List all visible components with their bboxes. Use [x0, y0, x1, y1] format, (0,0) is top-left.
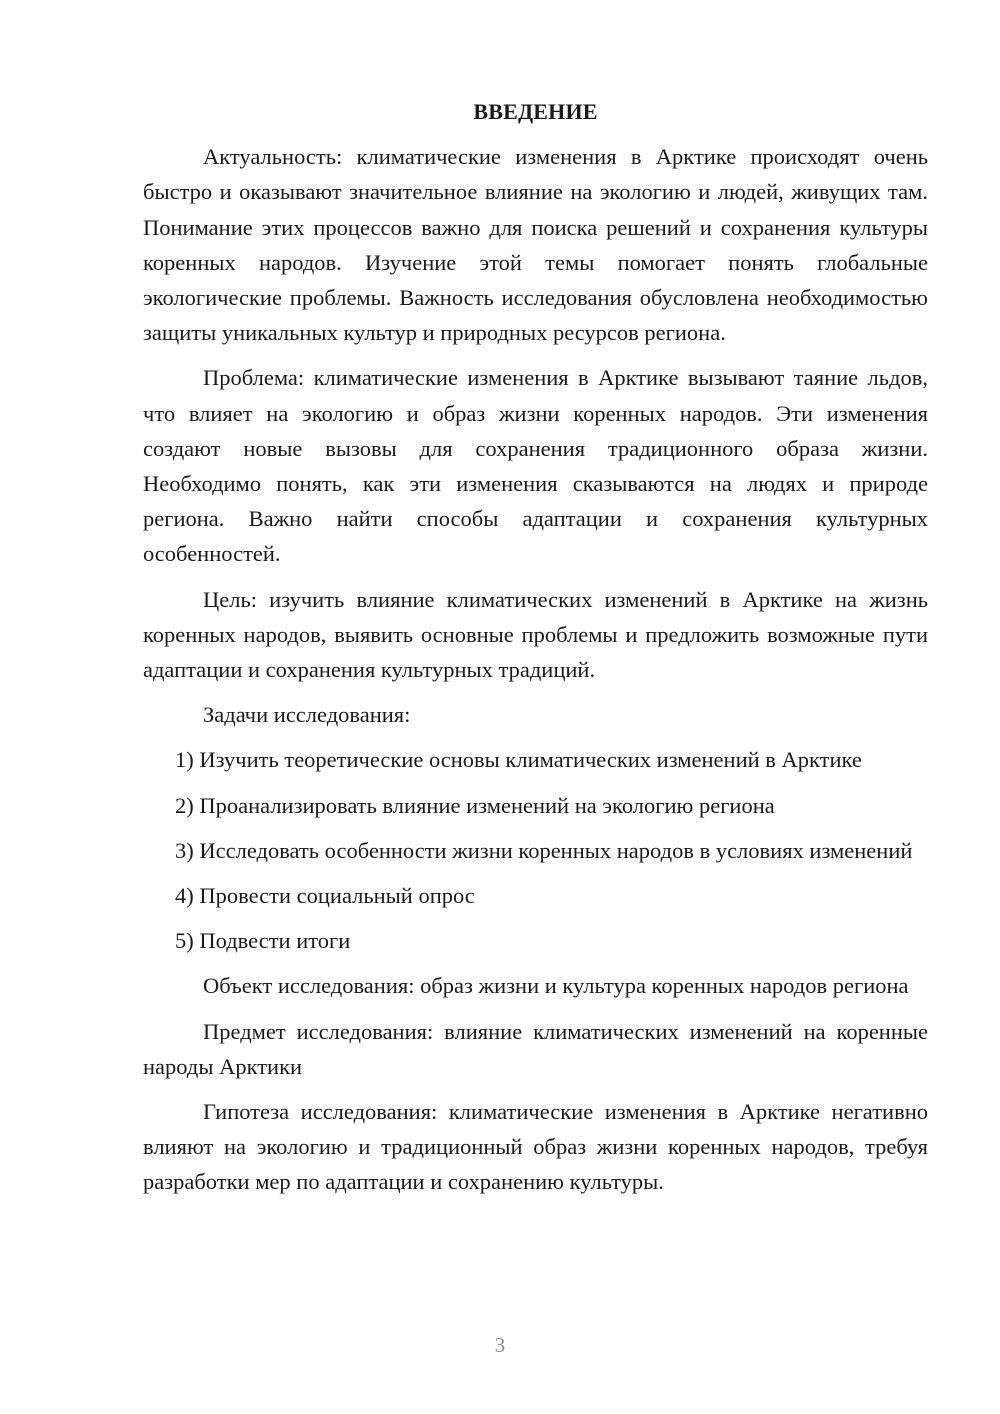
section-title: ВВЕДЕНИЕ: [473, 99, 598, 124]
object-paragraph: Объект исследования: образ жизни и культура коренных народов региона: [203, 973, 909, 999]
hypothesis-paragraph: Гипотеза исследования: климатические изменения в Арктике негативно влияют на экологию и традиционный образ жизни коренных народов, требуя разработки мер по адаптации и сохранению культуры.: [143, 1099, 928, 1195]
problem-paragraph: Проблема: климатические изменения в Арктике вызывают таяние льдов, что влияет на экологию и образ жизни коренных народов. Эти изменения создают новые вызовы для сохранения традиционного образа жизни. Необходимо понять, как эти изменения сказываются на людях и природе региона. Важно найти способы адаптации и сохранения культурных особенностей.: [143, 365, 928, 567]
list-item: 1) Изучить теоретические основы климатических изменений в Арктике: [175, 747, 862, 773]
subject-paragraph: Предмет исследования: влияние климатических изменений на коренные народы Арктики: [143, 1018, 928, 1079]
goal-paragraph: Цель: изучить влияние климатических изменений в Арктике на жизнь коренных народов, выявить основные проблемы и предложить возможные пути адаптации и сохранения культурных традиций.: [143, 586, 928, 683]
tasks-heading: Задачи исследования:: [203, 702, 411, 728]
list-item: 5) Подвести итоги: [175, 928, 351, 954]
page-number: 3: [494, 1333, 506, 1357]
list-item: 4) Провести социальный опрос: [175, 883, 475, 909]
list-item: 2) Проанализировать влияние изменений на экологию региона: [175, 792, 775, 818]
relevance-paragraph: Актуальность: климатические изменения в Арктике происходят очень быстро и оказывают значительное влияние на экологию и людей, живущих там. Понимание этих процессов важно для поиска решений и сохранения культуры коренных народов. Изучение этой темы помогает понять глобальные экологические проблемы. Важность исследования обусловлена необходимостью защиты уникальных культур и природных ресурсов региона.: [143, 144, 928, 346]
list-item: 3) Исследовать особенности жизни коренных народов в условиях изменений: [175, 837, 913, 863]
document-page: [143, 94, 928, 1210]
tasks-list: [143, 742, 928, 958]
